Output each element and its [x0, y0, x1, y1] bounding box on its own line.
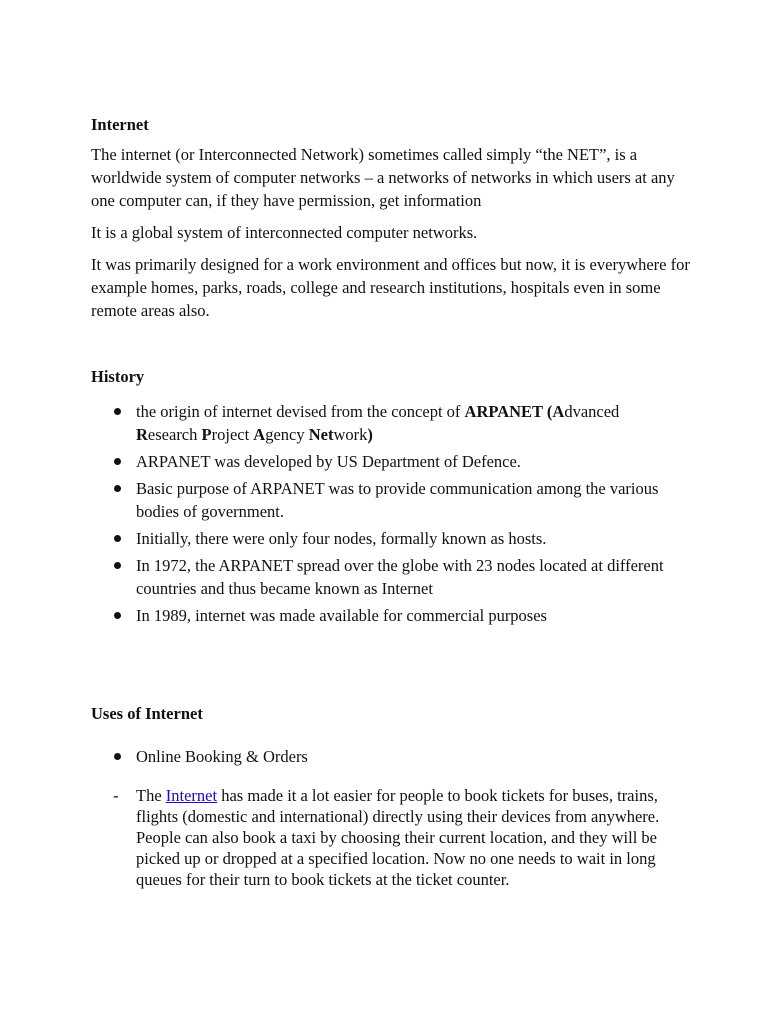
list-item: [114, 554, 674, 600]
acronym-rest: roject: [211, 425, 254, 444]
list-item: [114, 400, 674, 446]
history-bullet-list: [114, 400, 674, 627]
list-item: [114, 450, 674, 473]
description-text: [136, 785, 673, 890]
uses-bullet-list: [114, 745, 674, 768]
acronym-rest: dvanced: [564, 402, 620, 421]
bullet-text: ARPANET was developed by US Department of Defence.: [136, 452, 521, 471]
bullet-text: Basic purpose of ARPANET was to provide communication among the various bodies of government.: [136, 479, 659, 521]
acronym-rest: work: [333, 425, 368, 444]
acronym-letter: Net: [308, 425, 334, 444]
dash-marker: -: [113, 786, 119, 805]
bullet-text: In 1972, the ARPANET spread over the globe with 23 nodes located at different countries and thus became known as Internet: [136, 556, 664, 598]
acronym-letter: P: [201, 425, 212, 444]
list-item: [114, 477, 674, 523]
bullet-dot-icon: [114, 485, 121, 492]
text-before-link: The: [136, 786, 166, 805]
list-item: [114, 527, 674, 550]
acronym-rest: esearch: [147, 425, 202, 444]
acronym-letter: A: [253, 425, 266, 444]
bullet-dot-icon: [114, 408, 121, 415]
acronym-rest: gency: [265, 425, 309, 444]
bullet-dot-icon: [114, 535, 121, 542]
arpanet-bold: ARPANET (: [464, 402, 553, 421]
bullet-text: Initially, there were only four nodes, formally known as hosts.: [136, 529, 547, 548]
bullet-text: In 1989, internet was made available for commercial purposes: [136, 606, 547, 625]
online-booking-description: [113, 785, 673, 890]
bullet-dot-icon: [114, 458, 121, 465]
heading-history: History: [91, 367, 145, 386]
acronym-close: ): [367, 425, 373, 444]
text-after-link: has made it a lot easier for people to book tickets for buses, trains, flights (domestic and international) directly using their devices from anywhere. People can also book a taxi by choosing their current location, and they will be picked up or dropped at a specified location. Now no one needs to wait in long queues for their turn to book tickets at the ticket counter.: [136, 786, 660, 889]
acronym-letter: A: [552, 402, 565, 421]
paragraph-internet-definition: The internet (or Interconnected Network) sometimes called simply “the NET”, is a worldwide system of computer networks – a networks of networks in which users at any one computer can, if they have permission, get information: [91, 145, 675, 210]
heading-uses-of-internet: Uses of Internet: [91, 704, 203, 723]
acronym-letter: R: [136, 425, 148, 444]
bullet-dot-icon: [114, 753, 121, 760]
bullet-dot-icon: [114, 562, 121, 569]
paragraph-global-system: It is a global system of interconnected computer networks.: [91, 223, 478, 242]
internet-link[interactable]: Internet: [165, 786, 218, 805]
paragraph-designed-for: It was primarily designed for a work environment and offices but now, it is everywhere for example homes, parks, roads, college and research institutions, hospitals even in some remote areas also.: [91, 255, 690, 320]
bullet-dot-icon: [114, 612, 121, 619]
list-item: [114, 745, 674, 768]
bullet-text: the origin of internet devised from the concept of: [136, 402, 465, 421]
heading-internet: Internet: [91, 115, 149, 134]
bullet-text: Online Booking & Orders: [136, 747, 308, 766]
list-item: [114, 604, 674, 627]
